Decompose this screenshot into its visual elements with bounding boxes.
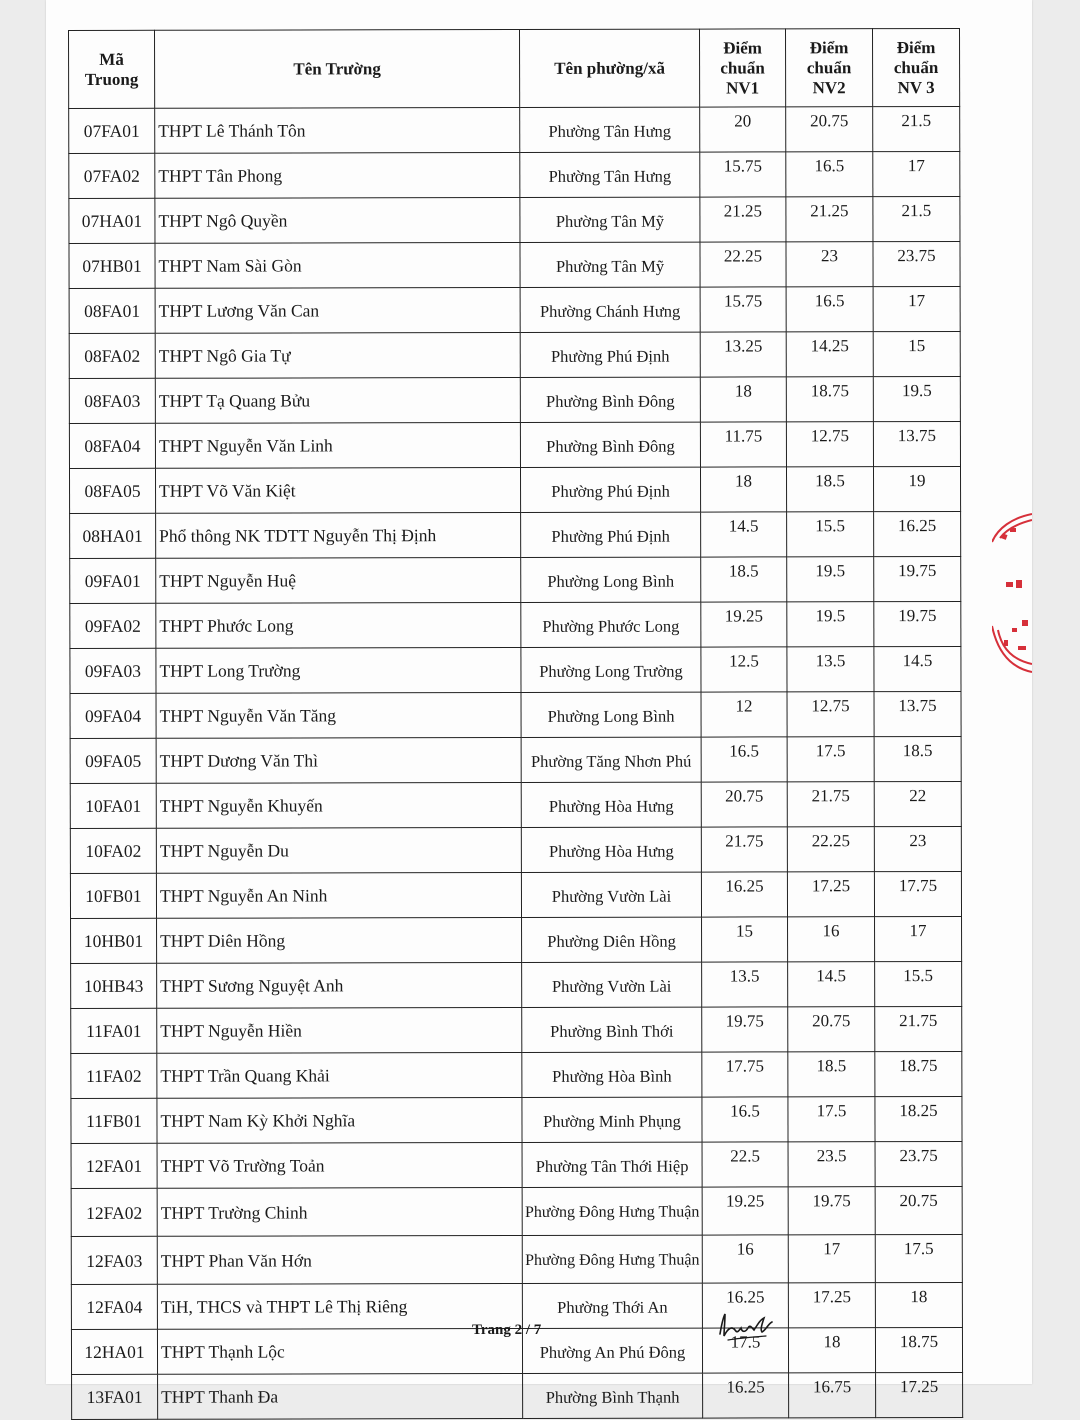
cell-nv1: 17.5 xyxy=(702,1328,788,1373)
cell-code: 08FA03 xyxy=(69,378,155,423)
cell-ward: Phường Đông Hưng Thuận xyxy=(522,1235,702,1283)
cell-code: 10FB01 xyxy=(70,873,156,918)
cell-name: THPT Lương Văn Can xyxy=(155,287,520,333)
cell-ward: Phường Minh Phụng xyxy=(522,1097,702,1142)
header-ward-name: Tên phường/xã xyxy=(520,29,700,107)
cell-code: 09FA01 xyxy=(70,558,156,603)
cell-code: 12FA01 xyxy=(71,1143,157,1188)
cell-code: 08FA04 xyxy=(69,423,155,468)
cell-nv3: 17 xyxy=(875,916,962,961)
cell-nv2: 12.75 xyxy=(786,422,873,467)
table-row xyxy=(71,1141,962,1188)
cell-code: 10HB01 xyxy=(71,918,157,963)
cell-nv3: 18 xyxy=(875,1282,962,1327)
cell-nv3: 17.75 xyxy=(874,871,961,916)
table-body xyxy=(69,106,963,1419)
cell-ward: Phường Hòa Bình xyxy=(522,1052,702,1097)
cell-code: 07HA01 xyxy=(69,198,155,243)
table-row xyxy=(70,511,961,558)
cell-name: THPT Võ Văn Kiệt xyxy=(155,467,520,513)
cell-nv3: 19 xyxy=(873,466,960,511)
cell-code: 07HB01 xyxy=(69,243,155,288)
cell-nv1: 17.75 xyxy=(702,1052,788,1097)
cell-code: 10HB43 xyxy=(71,963,157,1008)
cell-code: 07FA02 xyxy=(69,153,155,198)
cell-ward: Phường Bình Thới xyxy=(522,1007,702,1052)
cell-nv2: 18.5 xyxy=(786,467,873,512)
header-nv3-line-1: Điểm xyxy=(896,37,936,57)
header-nv3-line-3: NV 3 xyxy=(897,77,935,97)
cell-nv3: 13.75 xyxy=(874,691,961,736)
cell-nv1: 21.25 xyxy=(700,197,786,242)
cell-nv1: 16.5 xyxy=(701,737,787,782)
cell-code: 10FA01 xyxy=(70,783,156,828)
cell-name: THPT Phước Long xyxy=(156,602,521,648)
cell-nv1: 13.25 xyxy=(700,332,786,377)
table-row xyxy=(71,916,962,963)
cell-name: THPT Trường Chinh xyxy=(157,1187,522,1236)
cell-nv1: 16.5 xyxy=(702,1097,788,1142)
cell-nv1: 22.25 xyxy=(700,242,786,287)
cell-nv2: 19.75 xyxy=(788,1187,875,1235)
cell-nv1: 19.75 xyxy=(702,1007,788,1052)
cell-code: 08FA01 xyxy=(69,288,155,333)
cell-code: 08HA01 xyxy=(70,513,156,558)
cell-nv2: 18 xyxy=(788,1328,875,1373)
cell-code: 11FA02 xyxy=(71,1053,157,1098)
table-row xyxy=(69,241,960,288)
cell-nv3: 21.5 xyxy=(873,106,960,151)
cell-ward: Phường Hòa Hưng xyxy=(521,782,701,827)
cell-ward: Phường Long Trường xyxy=(521,647,701,692)
cell-nv1: 15.75 xyxy=(700,152,786,197)
cell-code: 11FA01 xyxy=(71,1008,157,1053)
cell-name: THPT Dương Văn Thì xyxy=(156,737,521,783)
cell-name: THPT Nam Kỳ Khởi Nghĩa xyxy=(157,1097,522,1143)
cell-nv1: 12 xyxy=(701,692,787,737)
cell-code: 12FA04 xyxy=(71,1284,157,1329)
table-row xyxy=(69,151,960,198)
cell-ward: Phường Diên Hồng xyxy=(522,917,702,962)
cell-ward: Phường Vườn Lài xyxy=(522,962,702,1007)
table-row xyxy=(69,466,960,513)
cell-ward: Phường Đông Hưng Thuận xyxy=(522,1187,702,1235)
cell-code: 09FA05 xyxy=(70,738,156,783)
cell-nv3: 23 xyxy=(874,826,961,871)
cell-nv3: 23.75 xyxy=(873,241,960,286)
cell-name: THPT Nguyễn Du xyxy=(156,827,521,873)
cell-nv3: 15 xyxy=(873,331,960,376)
cell-ward: Phường Bình Đông xyxy=(520,422,700,467)
header-nv2-line-2: chuẩn xyxy=(806,57,852,77)
cell-name: THPT Thanh Đa xyxy=(158,1373,523,1419)
cell-name: THPT Lê Thánh Tôn xyxy=(155,107,520,153)
cell-code: 08FA05 xyxy=(69,468,155,513)
cell-nv2: 16.5 xyxy=(786,287,873,332)
cell-ward: Phường Long Bình xyxy=(521,692,701,737)
cell-nv1: 22.5 xyxy=(702,1142,788,1187)
header-code-line-2: Truong xyxy=(84,69,139,89)
cell-name: THPT Nguyễn Văn Linh xyxy=(155,422,520,468)
table-row xyxy=(70,871,961,918)
table-row xyxy=(71,1186,962,1236)
table-row xyxy=(71,1234,962,1284)
table-header-row xyxy=(69,28,960,108)
table-row xyxy=(71,1096,962,1143)
cell-nv1: 12.5 xyxy=(701,647,787,692)
cell-name: THPT Ngô Quyền xyxy=(155,197,520,243)
table-row xyxy=(70,826,961,873)
cell-nv3: 18.75 xyxy=(875,1327,962,1372)
header-school-code xyxy=(69,30,155,108)
cell-nv1: 18 xyxy=(700,377,786,422)
cell-nv3: 21.75 xyxy=(875,1006,962,1051)
cell-name: THPT Sương Nguyệt Anh xyxy=(157,962,522,1008)
cell-nv2: 13.5 xyxy=(787,647,874,692)
cell-nv2: 17.25 xyxy=(788,1283,875,1328)
cell-ward: Phường Tân Hưng xyxy=(520,107,700,152)
cell-name: THPT Thạnh Lộc xyxy=(157,1328,522,1374)
cell-nv3: 18.75 xyxy=(875,1051,962,1096)
cell-ward: Phường Phú Định xyxy=(521,512,701,557)
cell-nv2: 19.5 xyxy=(787,557,874,602)
cell-nv3: 21.5 xyxy=(873,196,960,241)
cell-nv2: 21.25 xyxy=(786,197,873,242)
cell-ward: Phường Phú Định xyxy=(520,467,700,512)
header-nv1-line-3: NV1 xyxy=(726,77,760,98)
cell-nv2: 14.5 xyxy=(788,962,875,1007)
cell-name: THPT Nguyễn Huệ xyxy=(156,557,521,603)
cell-nv3: 18.25 xyxy=(875,1096,962,1141)
cell-nv2: 20.75 xyxy=(788,1007,875,1052)
cell-ward: Phường Thới An xyxy=(522,1283,702,1328)
table-row xyxy=(69,421,960,468)
cell-nv1: 18.5 xyxy=(701,557,787,602)
header-nv3-line-2: chuẩn xyxy=(893,57,939,77)
cell-nv1: 20 xyxy=(700,107,786,152)
table-row xyxy=(71,1006,962,1053)
table-row xyxy=(69,331,960,378)
cell-nv1: 16.25 xyxy=(702,1283,788,1328)
cell-nv2: 22.25 xyxy=(787,827,874,872)
table-row xyxy=(69,106,960,153)
signature-icon xyxy=(714,1308,794,1344)
header-score-nv1 xyxy=(699,29,785,107)
cell-ward: Phường Vườn Lài xyxy=(521,872,701,917)
header-nv2-line-3: NV2 xyxy=(812,77,846,97)
cell-nv3: 20.75 xyxy=(875,1186,962,1234)
cell-nv1: 20.75 xyxy=(701,782,787,827)
cell-name: THPT Nguyễn Văn Tăng xyxy=(156,692,521,738)
cell-nv3: 17 xyxy=(873,286,960,331)
cell-nv1: 18 xyxy=(700,467,786,512)
cell-nv2: 17.5 xyxy=(787,737,874,782)
page-number: Trang 2 / 7 xyxy=(472,1322,542,1338)
cell-ward: Phường Tân Mỹ xyxy=(520,242,700,287)
cell-nv2: 19.5 xyxy=(787,602,874,647)
cell-code: 11FB01 xyxy=(71,1098,157,1143)
cell-name: THPT Tạ Quang Bửu xyxy=(155,377,520,423)
cell-ward: Phường Bình Thạnh xyxy=(523,1373,703,1418)
cell-nv3: 19.5 xyxy=(873,376,960,421)
cell-nv2: 16 xyxy=(788,917,875,962)
cell-name: TiH, THCS và THPT Lê Thị Riêng xyxy=(157,1283,522,1329)
cell-ward: Phường Phước Long xyxy=(521,602,701,647)
cell-nv1: 16 xyxy=(702,1235,788,1283)
cell-ward: Phường Long Bình xyxy=(521,557,701,602)
cell-nv3: 13.75 xyxy=(873,421,960,466)
cell-name: THPT Nguyễn An Ninh xyxy=(156,872,521,918)
cell-nv1: 16.25 xyxy=(703,1373,789,1418)
cell-code: 09FA03 xyxy=(70,648,156,693)
cell-nv2: 14.25 xyxy=(786,332,873,377)
cell-nv2: 17 xyxy=(788,1235,875,1283)
table-row xyxy=(70,781,961,828)
table-row xyxy=(70,691,961,738)
table-row xyxy=(69,286,960,333)
cell-ward: Phường Phú Định xyxy=(520,332,700,377)
cell-name: THPT Tân Phong xyxy=(155,152,520,198)
cell-ward: Phường Tân Thới Hiệp xyxy=(522,1142,702,1187)
cell-nv1: 19.25 xyxy=(701,602,787,647)
header-nv1-line-2: chuẩn xyxy=(720,57,765,78)
table-row xyxy=(72,1372,963,1419)
cell-ward: Phường Tăng Nhơn Phú xyxy=(521,737,701,782)
cell-code: 12HA01 xyxy=(71,1329,157,1374)
cell-nv2: 12.75 xyxy=(787,692,874,737)
cell-ward: Phường An Phú Đông xyxy=(522,1328,702,1373)
cell-nv2: 18.5 xyxy=(788,1052,875,1097)
admission-scores-table xyxy=(68,28,963,1420)
cell-nv2: 21.75 xyxy=(787,782,874,827)
table-row xyxy=(71,961,962,1008)
cell-name: THPT Nam Sài Gòn xyxy=(155,242,520,288)
cell-nv2: 16.5 xyxy=(786,152,873,197)
cell-nv1: 15 xyxy=(702,917,788,962)
cell-nv3: 16.25 xyxy=(874,511,961,556)
cell-nv2: 17.5 xyxy=(788,1097,875,1142)
cell-nv1: 11.75 xyxy=(700,422,786,467)
table-row xyxy=(70,646,961,693)
cell-nv3: 17.25 xyxy=(876,1372,963,1417)
cell-nv3: 19.75 xyxy=(874,601,961,646)
cell-ward: Phường Hòa Hưng xyxy=(521,827,701,872)
cell-code: 12FA03 xyxy=(71,1236,157,1284)
cell-nv1: 16.25 xyxy=(701,872,787,917)
header-score-nv2 xyxy=(785,29,872,107)
cell-name: THPT Võ Trường Toản xyxy=(157,1142,522,1188)
cell-nv1: 13.5 xyxy=(702,962,788,1007)
cell-name: THPT Nguyễn Hiền xyxy=(157,1007,522,1053)
cell-nv1: 19.25 xyxy=(702,1187,788,1235)
cell-name: THPT Ngô Gia Tự xyxy=(155,332,520,378)
table-row xyxy=(70,736,961,783)
header-school-name: Tên Trường xyxy=(155,29,520,108)
cell-nv2: 23.5 xyxy=(788,1142,875,1187)
table-row xyxy=(69,196,960,243)
cell-nv3: 19.75 xyxy=(874,556,961,601)
cell-code: 12FA02 xyxy=(71,1188,157,1236)
cell-nv3: 22 xyxy=(874,781,961,826)
cell-code: 10FA02 xyxy=(70,828,156,873)
cell-nv3: 14.5 xyxy=(874,646,961,691)
cell-name: Phổ thông NK TDTT Nguyễn Thị Định xyxy=(156,512,521,558)
header-code-line-1: Mã xyxy=(99,49,124,69)
document-page xyxy=(46,0,1032,1407)
cell-nv2: 23 xyxy=(786,242,873,287)
table-row xyxy=(70,556,961,603)
table-row xyxy=(69,376,960,423)
table-row xyxy=(70,601,961,648)
red-seal-stamp-icon xyxy=(992,510,1032,680)
cell-code: 13FA01 xyxy=(72,1374,158,1419)
cell-nv1: 21.75 xyxy=(701,827,787,872)
cell-ward: Phường Chánh Hưng xyxy=(520,287,700,332)
cell-name: THPT Trần Quang Khải xyxy=(157,1052,522,1098)
cell-nv2: 20.75 xyxy=(786,107,873,152)
table-row xyxy=(71,1051,962,1098)
cell-code: 08FA02 xyxy=(69,333,155,378)
cell-ward: Phường Tân Hưng xyxy=(520,152,700,197)
cell-ward: Phường Tân Mỹ xyxy=(520,197,700,242)
cell-code: 09FA02 xyxy=(70,603,156,648)
header-score-nv3 xyxy=(872,28,959,106)
cell-nv3: 17.5 xyxy=(875,1234,962,1282)
header-nv1-line-1: Điểm xyxy=(723,37,762,58)
header-nv2-line-1: Điểm xyxy=(809,37,849,57)
cell-name: THPT Nguyễn Khuyến xyxy=(156,782,521,828)
cell-nv2: 16.75 xyxy=(789,1373,876,1418)
cell-nv3: 15.5 xyxy=(875,961,962,1006)
cell-nv3: 17 xyxy=(873,151,960,196)
cell-name: THPT Diên Hồng xyxy=(157,917,522,963)
cell-code: 09FA04 xyxy=(70,693,156,738)
cell-nv1: 15.75 xyxy=(700,287,786,332)
cell-nv1: 14.5 xyxy=(701,512,787,557)
cell-name: THPT Phan Văn Hớn xyxy=(157,1235,522,1284)
cell-nv2: 15.5 xyxy=(787,512,874,557)
cell-nv3: 23.75 xyxy=(875,1141,962,1186)
cell-nv2: 18.75 xyxy=(786,377,873,422)
cell-ward: Phường Bình Đông xyxy=(520,377,700,422)
cell-code: 07FA01 xyxy=(69,108,155,153)
cell-nv3: 18.5 xyxy=(874,736,961,781)
cell-name: THPT Long Trường xyxy=(156,647,521,693)
cell-nv2: 17.25 xyxy=(787,872,874,917)
